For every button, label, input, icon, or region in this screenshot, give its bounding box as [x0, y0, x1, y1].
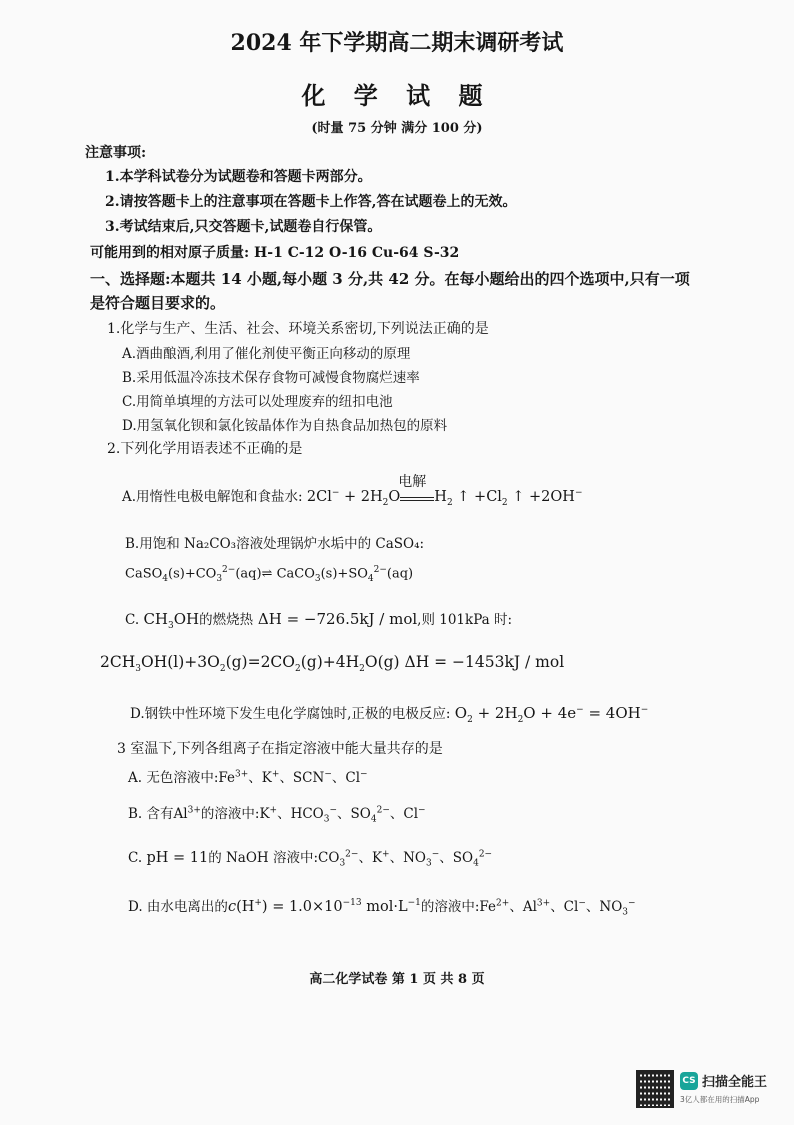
exam-subtitle: 化 学 试 题	[301, 81, 493, 110]
scanner-tagline: 3亿人都在用的扫描App	[680, 1095, 760, 1104]
q3-option-b-text2: 的溶液中:	[200, 806, 260, 822]
exam-title: 2024 年下学期高二期末调研考试	[230, 30, 564, 56]
q1-option-d: D.用氢氧化钡和氯化铵晶体作为自热食品加热包的原料	[122, 418, 448, 434]
q2-option-c: C. $CH_3OH$的燃烧热 ΔH = −726.5kJ / mol,则 101kPa 时:	[125, 610, 513, 631]
q2-stem: 2.下列化学用语表述不正确的是	[107, 441, 303, 457]
scanner-watermark	[636, 1070, 786, 1114]
q2-option-b: B.用饱和 Na₂CO₃溶液处理锅炉水垢中的 CaSO₄:	[125, 536, 425, 552]
q2-option-a-equation: $2Cl^- + 2H_2O$ 电解 $H_2$ ↑ $+Cl_2$ ↑ +2OH−	[307, 489, 583, 505]
page-footer: 高二化学试卷 第 1 页 共 8 页	[309, 972, 485, 987]
q3-option-b-text: B. 含有	[128, 806, 174, 822]
q2-option-a-text: A.用惰性电极电解饱和食盐水:	[122, 489, 303, 505]
q1-stem: 1.化学与生产、生活、社会、环境关系密切,下列说法正确的是	[107, 321, 489, 337]
q3-option-a-text: A. 无色溶液中:	[128, 770, 219, 786]
scanner-app-name: 扫描全能王	[702, 1075, 768, 1090]
notes-heading: 注意事项:	[85, 145, 147, 161]
q3-option-c: C. pH = 11的 NaOH 溶液中$:CO_3^{2-}$、K+、$NO_3^-$、$SO_4^{2-}$	[128, 849, 493, 869]
q3-option-d-text: D. 由水电离出的	[128, 899, 228, 915]
camscanner-logo-icon: CS	[680, 1072, 698, 1090]
qr-code-icon	[636, 1070, 674, 1108]
q2-option-d-equation: $O_2 + 2H_2O + 4e^- = 4OH^-$	[454, 704, 649, 725]
section-heading-cont: 是符合题目要求的。	[90, 294, 226, 312]
q2-option-c-mid: 的燃烧热	[199, 612, 254, 628]
note-item: 3.考试结束后,只交答题卡,试题卷自行保管。	[105, 219, 382, 235]
q2-option-c-equation: $2CH_3OH(l)+3O_2(g)=2CO_2(g)+4H_2O(g) \Delta H = -1453kJ$ / mol	[100, 653, 565, 675]
q3-option-a: A. 无色溶液中$:Fe^{3+}$、K+、SCN−、Cl−	[128, 769, 368, 786]
q3-option-c-text: C.	[128, 850, 143, 866]
q1-option-c: C.用简单填埋的方法可以处理废弃的纽扣电池	[122, 394, 393, 410]
q3-stem: 3 室温下,下列各组离子在指定溶液中能大量共存的是	[117, 741, 443, 757]
q2-option-c-post: ,则 101kPa 时:	[417, 612, 513, 628]
q3-option-c-text2: 的 NaOH 溶液中:	[208, 850, 319, 866]
note-item: 2.请按答题卡上的注意事项在答题卡上作答,答在试题卷上的无效。	[105, 194, 517, 210]
q2-option-c-label: C.	[125, 612, 144, 628]
q2-option-b-equation: $CaSO_4(s)+CO_3^{2-}(aq)\rightleftharpoons$ $CaCO_3(s)+SO_4^{2-}(aq)$	[125, 565, 414, 584]
section-heading: 一、选择题:本题共 14 小题,每小题 3 分,共 42 分。在每小题给出的四个选项中,只有一项	[90, 270, 690, 288]
q2-option-a	[122, 474, 583, 508]
q2-option-d-text: D.钢铁中性环境下发生电化学腐蚀时,正极的电极反应:	[130, 706, 451, 722]
q1-option-b: B.采用低温冷冻技术保存食物可减慢食物腐烂速率	[122, 370, 420, 386]
electrolysis-label: 电解	[398, 474, 427, 490]
atomic-masses: 可能用到的相对原子质量: H-1 C-12 O-16 Cu-64 S-32	[90, 245, 460, 261]
q3-option-d-text2: 的溶液中:	[420, 899, 480, 915]
q3-option-b: B. 含有$Al^{3+}$的溶液中:K+、$HCO_3^-$、$SO_4^{2-}$、Cl−	[128, 805, 426, 825]
note-item: 1.本学科试卷分为试题卷和答题卡两部分。	[105, 169, 372, 185]
exam-timing: (时量 75 分钟 满分 100 分)	[311, 121, 483, 136]
q3-option-d: D. 由水电离出的$c(H^+) = 1.0\times 10^{-13}$ $mol\cdot L^{-1}$的溶液中$:Fe^{2+}$、$Al^{3+}$、Cl−、$NO_3^-$	[128, 898, 636, 918]
q2-option-d	[130, 702, 648, 725]
q1-option-a: A.酒曲酿酒,利用了催化剂使平衡正向移动的原理	[122, 346, 411, 362]
